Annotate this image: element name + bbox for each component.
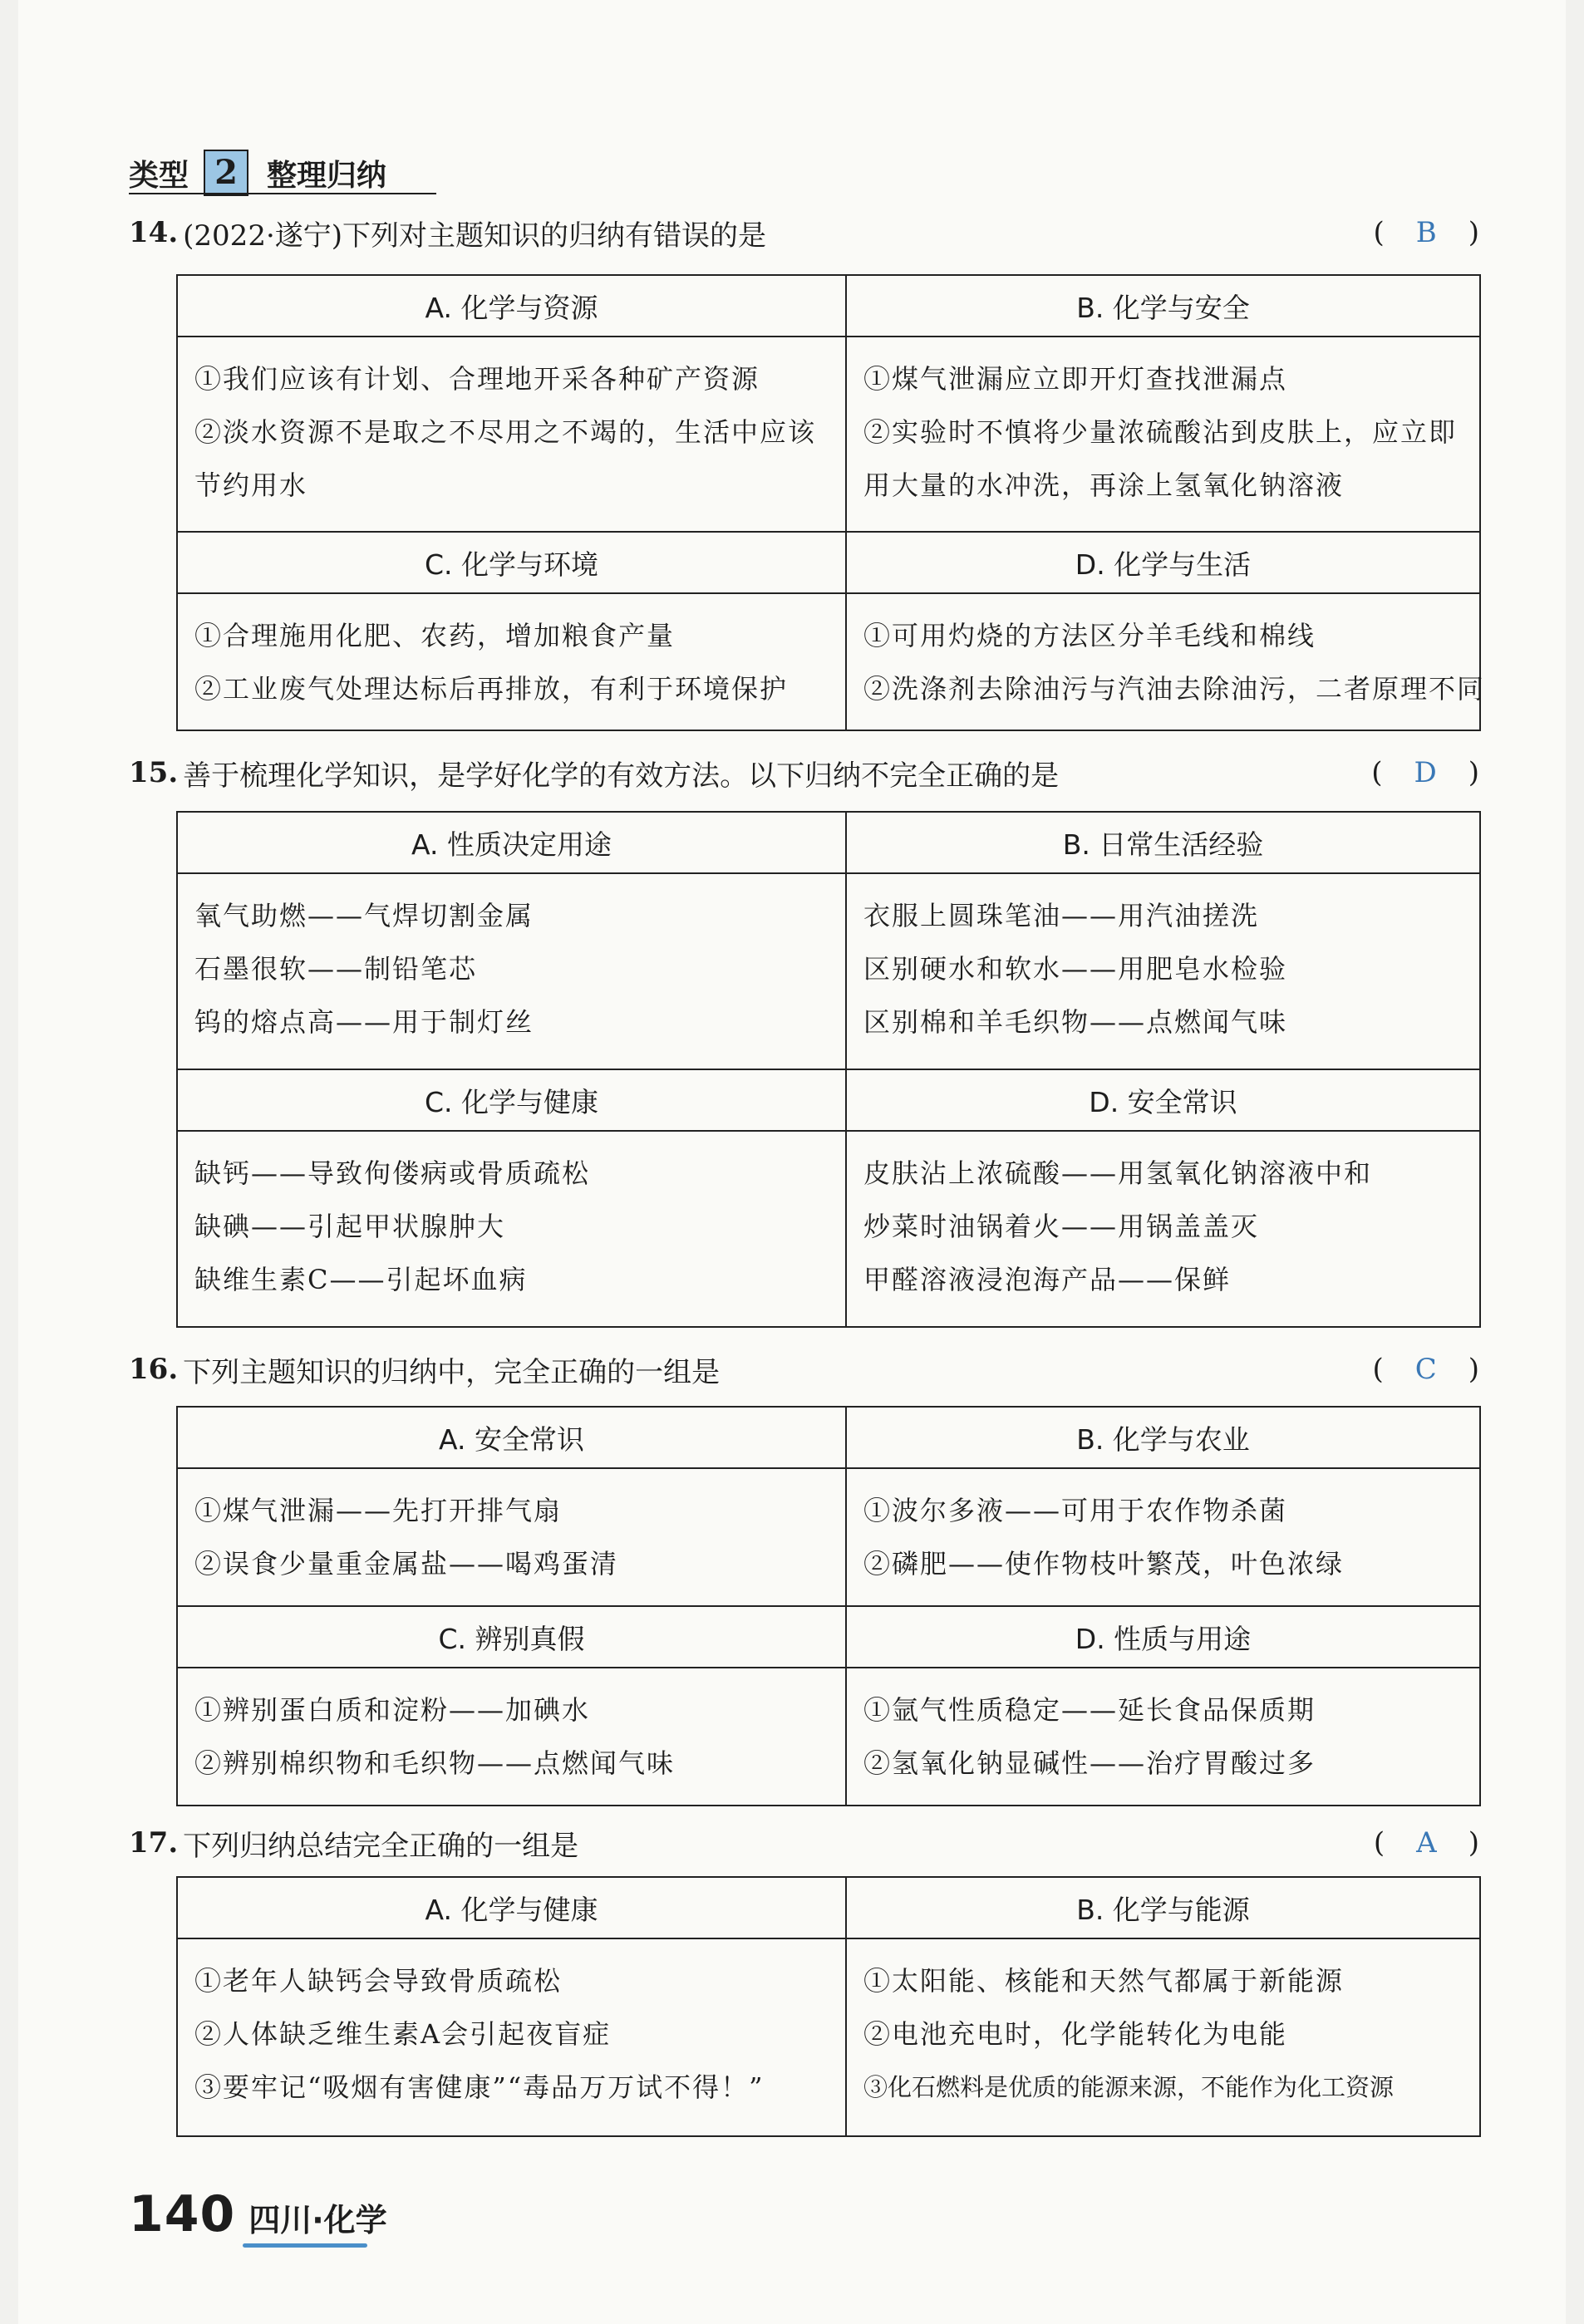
- cell-line: ①辨别蛋白质和淀粉——加碘水: [194, 1694, 591, 1726]
- cell-line: ②淡水资源不是取之不尽用之不竭的，生活中应该节约用水: [194, 416, 817, 501]
- cell-title: A. 化学与健康: [177, 1877, 846, 1938]
- cell-line: ②实验时不慎将少量浓硫酸沾到皮肤上，应立即用大量的水冲洗，再涂上氢氧化钠溶液: [863, 416, 1458, 501]
- answer-bracket: ( B ): [1373, 216, 1479, 249]
- answer-bracket: ( C ): [1372, 1353, 1479, 1386]
- cell-line: ②电池充电时，化学能转化为电能: [863, 2018, 1288, 2050]
- cell-line: 区别棉和羊毛织物——点燃闻气味: [863, 1006, 1288, 1038]
- question-stem: 善于梳理化学知识，是学好化学的有效方法。以下归纳不完全正确的是: [183, 759, 1060, 793]
- cell-title: B. 化学与能源: [846, 1877, 1480, 1938]
- cell-line: 缺维生素C——引起坏血病: [194, 1264, 528, 1295]
- cell-title: D. 性质与用途: [846, 1606, 1480, 1668]
- cell-title: C. 辨别真假: [177, 1606, 846, 1668]
- cell-line: ②辨别棉织物和毛织物——点燃闻气味: [194, 1747, 676, 1779]
- cell-line: ①波尔多液——可用于农作物杀菌: [863, 1495, 1288, 1526]
- cell-title: D. 安全常识: [846, 1069, 1480, 1131]
- cell-line: ①合理施用化肥、农药，增加粮食产量: [194, 620, 676, 651]
- question-16: [129, 1346, 1479, 1393]
- question-number: 15.: [129, 756, 179, 789]
- cell-line: ①老年人缺钙会导致骨质疏松: [194, 1965, 563, 1997]
- question-17: [129, 1820, 1479, 1866]
- cell-line: ②误食少量重金属盐——喝鸡蛋清: [194, 1548, 619, 1580]
- question-16-table: [176, 1406, 1481, 1806]
- answer-bracket: ( D ): [1371, 756, 1479, 789]
- cell-line: 衣服上圆珠笔油——用汽油搓洗: [863, 900, 1260, 931]
- cell-line: 缺钙——导致佝偻病或骨质疏松: [194, 1157, 591, 1189]
- question-number: 14.: [129, 216, 179, 249]
- type-number-badge: 2: [204, 150, 248, 196]
- answer-letter: C: [1414, 1353, 1437, 1386]
- cell-line: 区别硬水和软水——用肥皂水检验: [863, 953, 1288, 985]
- cell-title: A. 化学与资源: [177, 275, 846, 337]
- cell-line: ①煤气泄漏——先打开排气扇: [194, 1495, 563, 1526]
- cell-line: 氧气助燃——气焊切割金属: [194, 900, 534, 931]
- header-underline: [129, 193, 436, 194]
- cell-title: B. 日常生活经验: [846, 812, 1480, 873]
- cell-line: 皮肤沾上浓硫酸——用氢氧化钠溶液中和: [863, 1157, 1373, 1189]
- cell-line: ①可用灼烧的方法区分羊毛线和棉线: [863, 620, 1316, 651]
- answer-letter: A: [1416, 1826, 1437, 1860]
- cell-line: ③化石燃料是优质的能源来源，不能作为化工资源: [863, 2073, 1395, 2101]
- cell-line: ②洗涤剂去除油污与汽油去除油污，二者原理不同: [863, 673, 1486, 705]
- question-stem: 下列主题知识的归纳中，完全正确的一组是: [183, 1355, 721, 1389]
- question-stem: (2022·遂宁)下列对主题知识的归纳有错误的是: [183, 219, 767, 253]
- cell-line: 石墨很软——制铅笔芯: [194, 953, 478, 985]
- question-15-table: [176, 811, 1481, 1328]
- cell-title: A. 安全常识: [177, 1407, 846, 1468]
- cell-line: ②工业废气处理达标后再排放，有利于环境保护: [194, 673, 789, 705]
- cell-line: ②人体缺乏维生素A会引起夜盲症: [194, 2018, 612, 2050]
- cell-line: ①太阳能、核能和天然气都属于新能源: [863, 1965, 1345, 1997]
- cell-line: ①煤气泄漏应立即开灯查找泄漏点: [863, 363, 1288, 395]
- cell-line: 炒菜时油锅着火——用锅盖盖灭: [863, 1211, 1260, 1242]
- question-14-table: [176, 274, 1486, 731]
- question-number: 16.: [129, 1353, 179, 1386]
- question-number: 17.: [129, 1826, 179, 1860]
- question-15: [129, 749, 1479, 796]
- question-17-table: [176, 1876, 1481, 2137]
- answer-letter: B: [1415, 216, 1437, 249]
- cell-title: B. 化学与安全: [846, 275, 1480, 337]
- cell-title: A. 性质决定用途: [177, 812, 846, 873]
- cell-line: ①氩气性质稳定——延长食品保质期: [863, 1694, 1316, 1726]
- question-stem: 下列归纳总结完全正确的一组是: [183, 1829, 579, 1863]
- footer-accent-line: [243, 2243, 367, 2248]
- answer-bracket: ( A ): [1373, 1826, 1479, 1860]
- answer-letter: D: [1414, 756, 1437, 789]
- question-14: [129, 209, 1479, 256]
- cell-line: 缺碘——引起甲状腺肿大: [194, 1211, 506, 1242]
- subject-label: 四川·化学: [248, 2202, 387, 2238]
- cell-line: ①我们应该有计划、合理地开采各种矿产资源: [194, 363, 760, 395]
- cell-title: B. 化学与农业: [846, 1407, 1480, 1468]
- section-title: 整理归纳: [267, 158, 387, 193]
- cell-line: 甲醛溶液浸泡海产品——保鲜: [863, 1264, 1232, 1295]
- cell-line: ②氢氧化钠显碱性——治疗胃酸过多: [863, 1747, 1316, 1779]
- cell-line: ③要牢记“吸烟有害健康”“毒品万万试不得！”: [194, 2071, 765, 2103]
- cell-line: ②磷肥——使作物枝叶繁茂，叶色浓绿: [863, 1548, 1345, 1580]
- cell-title: C. 化学与环境: [177, 532, 846, 593]
- page-number: 140: [129, 2185, 236, 2243]
- cell-title: D. 化学与生活: [846, 532, 1480, 593]
- section-header: [129, 148, 386, 198]
- cell-title: C. 化学与健康: [177, 1069, 846, 1131]
- type-label: 类型: [129, 158, 189, 193]
- cell-line: 钨的熔点高——用于制灯丝: [194, 1006, 534, 1038]
- page-footer: [129, 2185, 387, 2243]
